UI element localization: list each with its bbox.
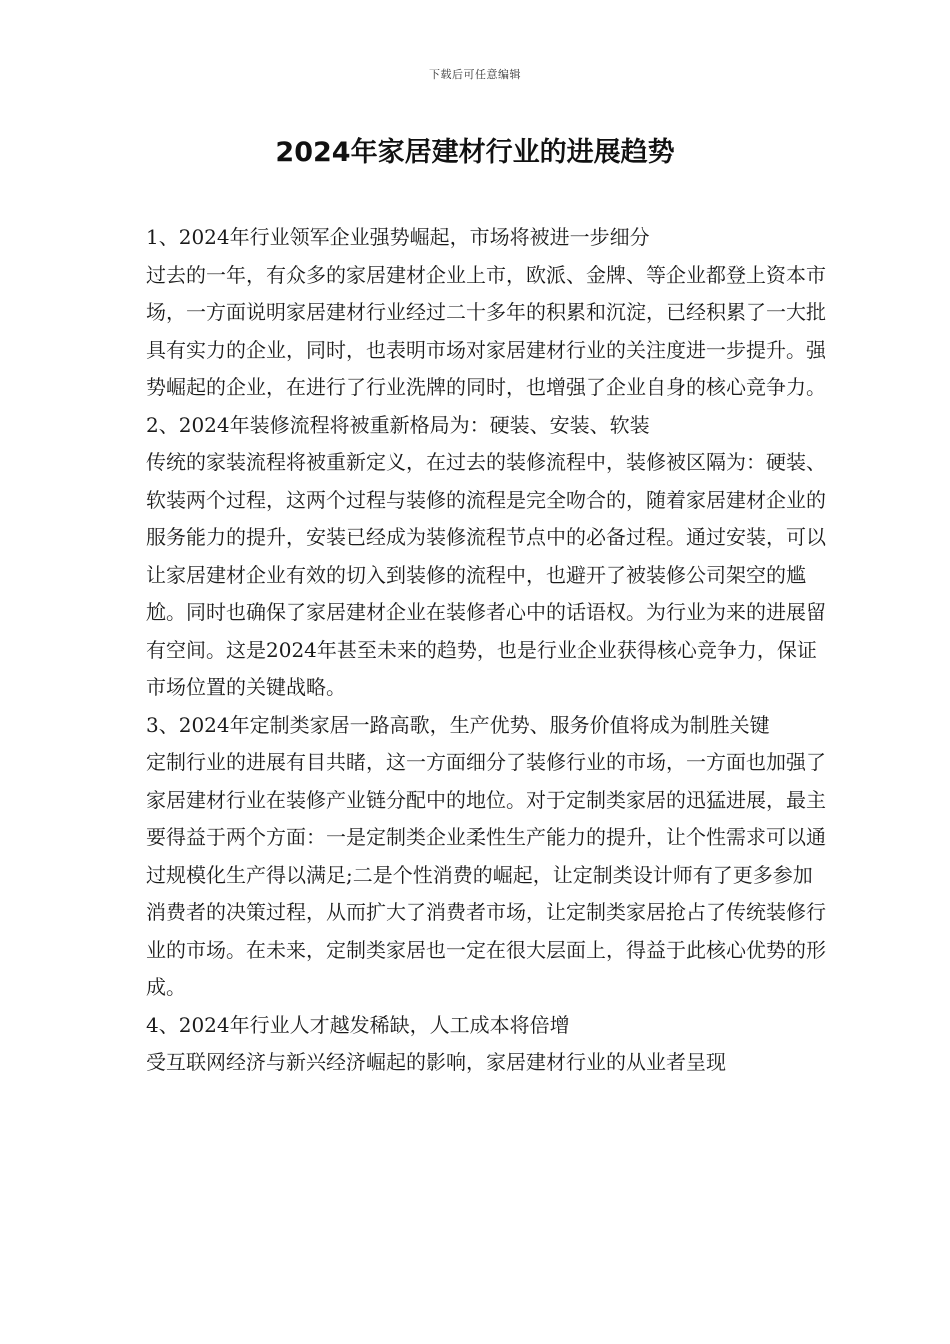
section-1-body: 过去的一年，有众多的家居建材企业上市，欧派、金牌、等企业都登上资本市场，一方面说明家居建材行业经过二十多年的积累和沉淀，已经积累了一大批具有实力的企业，同时，也表明市场对家居建材行业的关注度进一步提升。强势崛起的企业，在进行了行业洗牌的同时，也增强了企业自身的核心竞争力。 xyxy=(146,262,826,399)
section-3-body: 定制行业的进展有目共睹，这一方面细分了装修行业的市场，一方面也加强了家居建材行业在装修产业链分配中的地位。对于定制类家居的迅猛进展，最主要得益于两个方面：一是定制类企业柔性生产能力的提升，让个性需求可以通过规模化生产得以满足;二是个性消费的崛起，让定制类设计师有了更多参加消费者的决策过程，从而扩大了消费者市场，让定制类家居抢占了传统装修行业的市场。在未来，定制类家居也一定在很大层面上，得益于此核心优势的形成。 xyxy=(146,750,826,999)
document-title: 2024年家居建材行业的进展趋势 xyxy=(275,137,675,168)
section-4-body: 受互联网经济与新兴经济崛起的影响，家居建材行业的从业者呈现 xyxy=(146,1050,726,1074)
document-body xyxy=(146,219,826,1082)
section-4-heading: 4、2024年行业人才越发稀缺，人工成本将倍增 xyxy=(146,1012,570,1037)
section-2-body: 传统的家装流程将被重新定义，在过去的装修流程中，装修被区隔为：硬装、软装两个过程，这两个过程与装修的流程是完全吻合的，随着家居建材企业的服务能力的提升，安装已经成为装修流程节点中的必备过程。通过安装，可以让家居建材企业有效的切入到装修的流程中，也避开了被装修公司架空的尴尬。同时也确保了家居建材企业在装修者心中的话语权。为行业为来的进展留有空间。这是2024年甚至未来的趋势，也是行业企业获得核心竞争力，保证市场位置的关键战略。 xyxy=(146,450,826,699)
section-1-heading: 1、2024年行业领军企业强势崛起，市场将被进一步细分 xyxy=(146,225,650,249)
header-note: 下载后可任意编辑 xyxy=(429,68,521,81)
section-3-heading: 3、2024年定制类家居一路高歌，生产优势、服务价值将成为制胜关键 xyxy=(146,712,770,737)
section-2-heading: 2、2024年装修流程将被重新格局为：硬装、安装、软装 xyxy=(146,412,650,437)
